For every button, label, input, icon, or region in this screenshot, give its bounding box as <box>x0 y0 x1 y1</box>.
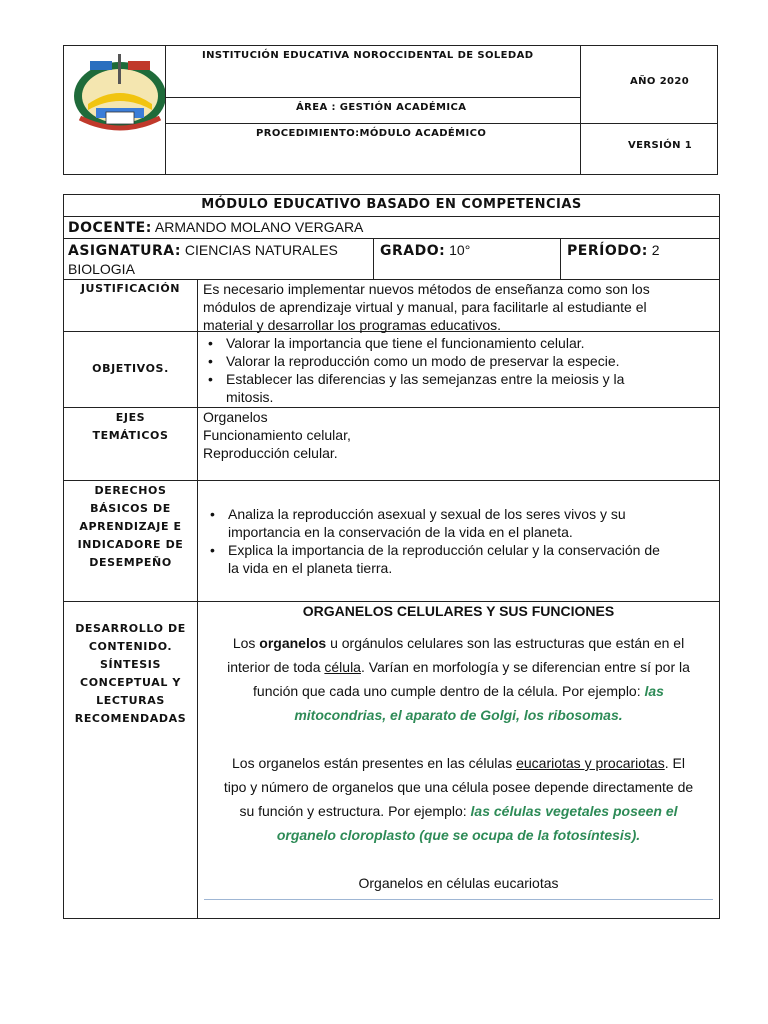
ejes-label-line: EJES <box>115 411 146 424</box>
docente-label: DOCENTE: <box>68 220 152 236</box>
ejes-list <box>203 408 351 462</box>
justificacion-label: JUSTIFICACIÓN <box>80 282 181 295</box>
dba-label-line: DESEMPEÑO <box>89 556 172 569</box>
objetivo-item: • Valorar la importancia que tiene el funcionamiento celular. <box>198 334 716 352</box>
ejes-label <box>64 409 197 445</box>
asignatura-value: CIENCIAS NATURALES <box>184 242 338 258</box>
asignatura-cell <box>68 241 338 278</box>
objetivos-label: OBJETIVOS. <box>92 362 169 375</box>
dba-list <box>200 505 718 577</box>
content-paragraph-2: Los organelos están presentes en las células eucariotas y procariotas. El tipo y número de organelos que una célula posee depende directamente de su función y estructura. Por ejemplo: las células vegetales poseen el organelo cloroplasto (que se ocupa de la fotosíntesis). <box>223 755 694 843</box>
asignatura-label: ASIGNATURA: <box>68 243 181 259</box>
justificacion-line: material y desarrollar los programas educativos. <box>203 317 502 333</box>
version-label: VERSIÓN 1 <box>628 140 693 151</box>
dba-label-line: BÁSICOS DE <box>90 502 171 515</box>
desarrollo-label-line: CONTENIDO. <box>88 640 173 653</box>
desarrollo-content <box>198 599 719 900</box>
content-paragraph-1: Los organelos u orgánulos celulares son las estructuras que están en el interior de toda célula. Varían en morfología y se diferencian entre sí por la función que cada uno cumple dentro de la célula. Por ejemplo: las mitocondrias, el aparato de Golgi, los ribosomas. <box>227 635 690 723</box>
area-label: ÁREA : GESTIÓN ACADÉMICA <box>296 102 467 113</box>
content-divider <box>204 899 713 900</box>
desarrollo-label-line: SÍNTESIS <box>100 658 161 671</box>
periodo-cell <box>567 241 660 260</box>
justificacion-line: Es necesario implementar nuevos métodos de enseñanza como son los <box>203 281 650 297</box>
procedure-label: PROCEDIMIENTO:MÓDULO ACADÉMICO <box>256 128 487 139</box>
eje-item: Funcionamiento celular, <box>203 427 351 443</box>
dba-label-line: DERECHOS <box>94 484 167 497</box>
school-crest-icon <box>70 52 170 136</box>
module-title: MÓDULO EDUCATIVO BASADO EN COMPETENCIAS <box>201 197 582 212</box>
docente-row <box>68 218 363 237</box>
desarrollo-label <box>64 620 197 728</box>
desarrollo-label-line: DESARROLLO DE <box>75 622 186 635</box>
dba-label-line: APRENDIZAJE E <box>79 520 182 533</box>
grado-label: GRADO: <box>380 243 446 259</box>
content-subheading: Organelos en células eucariotas <box>358 875 559 891</box>
celula-link[interactable]: célula <box>324 659 361 675</box>
justificacion-line: módulos de aprendizaje virtual y manual, para facilitarle al estudiante el <box>203 299 647 315</box>
objetivo-item: • Valorar la reproducción como un modo de preservar la especie. <box>198 352 716 370</box>
asignatura-value-2: BIOLOGIA <box>68 261 135 277</box>
desarrollo-label-line: LECTURAS <box>96 694 165 707</box>
year-label: AÑO 2020 <box>630 76 690 87</box>
eje-item: Reproducción celular. <box>203 445 338 461</box>
eje-item: Organelos <box>203 409 268 425</box>
periodo-label: PERÍODO: <box>567 243 648 259</box>
dba-item: • Explica la importancia de la reproducción celular y la conservación de la vida en el planeta tierra. <box>200 541 718 577</box>
justificacion-text <box>203 280 715 334</box>
dba-item: • Analiza la reproducción asexual y sexual de los seres vivos y su importancia en la conservación de la vida en el planeta. <box>200 505 718 541</box>
eucariotas-link[interactable]: eucariotas y procariotas <box>516 755 665 771</box>
dba-label <box>64 482 197 572</box>
objetivo-item-continuation: mitosis. <box>226 389 274 405</box>
dba-label-line: INDICADORE DE <box>77 538 184 551</box>
objetivos-list <box>198 334 716 406</box>
periodo-value: 2 <box>651 242 660 258</box>
docente-value: ARMANDO MOLANO VERGARA <box>154 219 364 235</box>
content-heading: ORGANELOS CELULARES Y SUS FUNCIONES <box>302 603 615 619</box>
objetivo-item: • Establecer las diferencias y las semejanzas entre la meiosis y la <box>198 370 716 388</box>
institution-name: INSTITUCIÓN EDUCATIVA NOROCCIDENTAL DE SOLEDAD <box>202 50 534 61</box>
ejes-label-line: TEMÁTICOS <box>92 429 169 442</box>
document-header <box>63 45 718 175</box>
desarrollo-label-line: RECOMENDADAS <box>74 712 187 725</box>
grado-cell <box>380 241 470 260</box>
module-table <box>63 194 720 919</box>
grado-value: 10° <box>449 242 471 258</box>
desarrollo-label-line: CONCEPTUAL Y <box>80 676 181 689</box>
